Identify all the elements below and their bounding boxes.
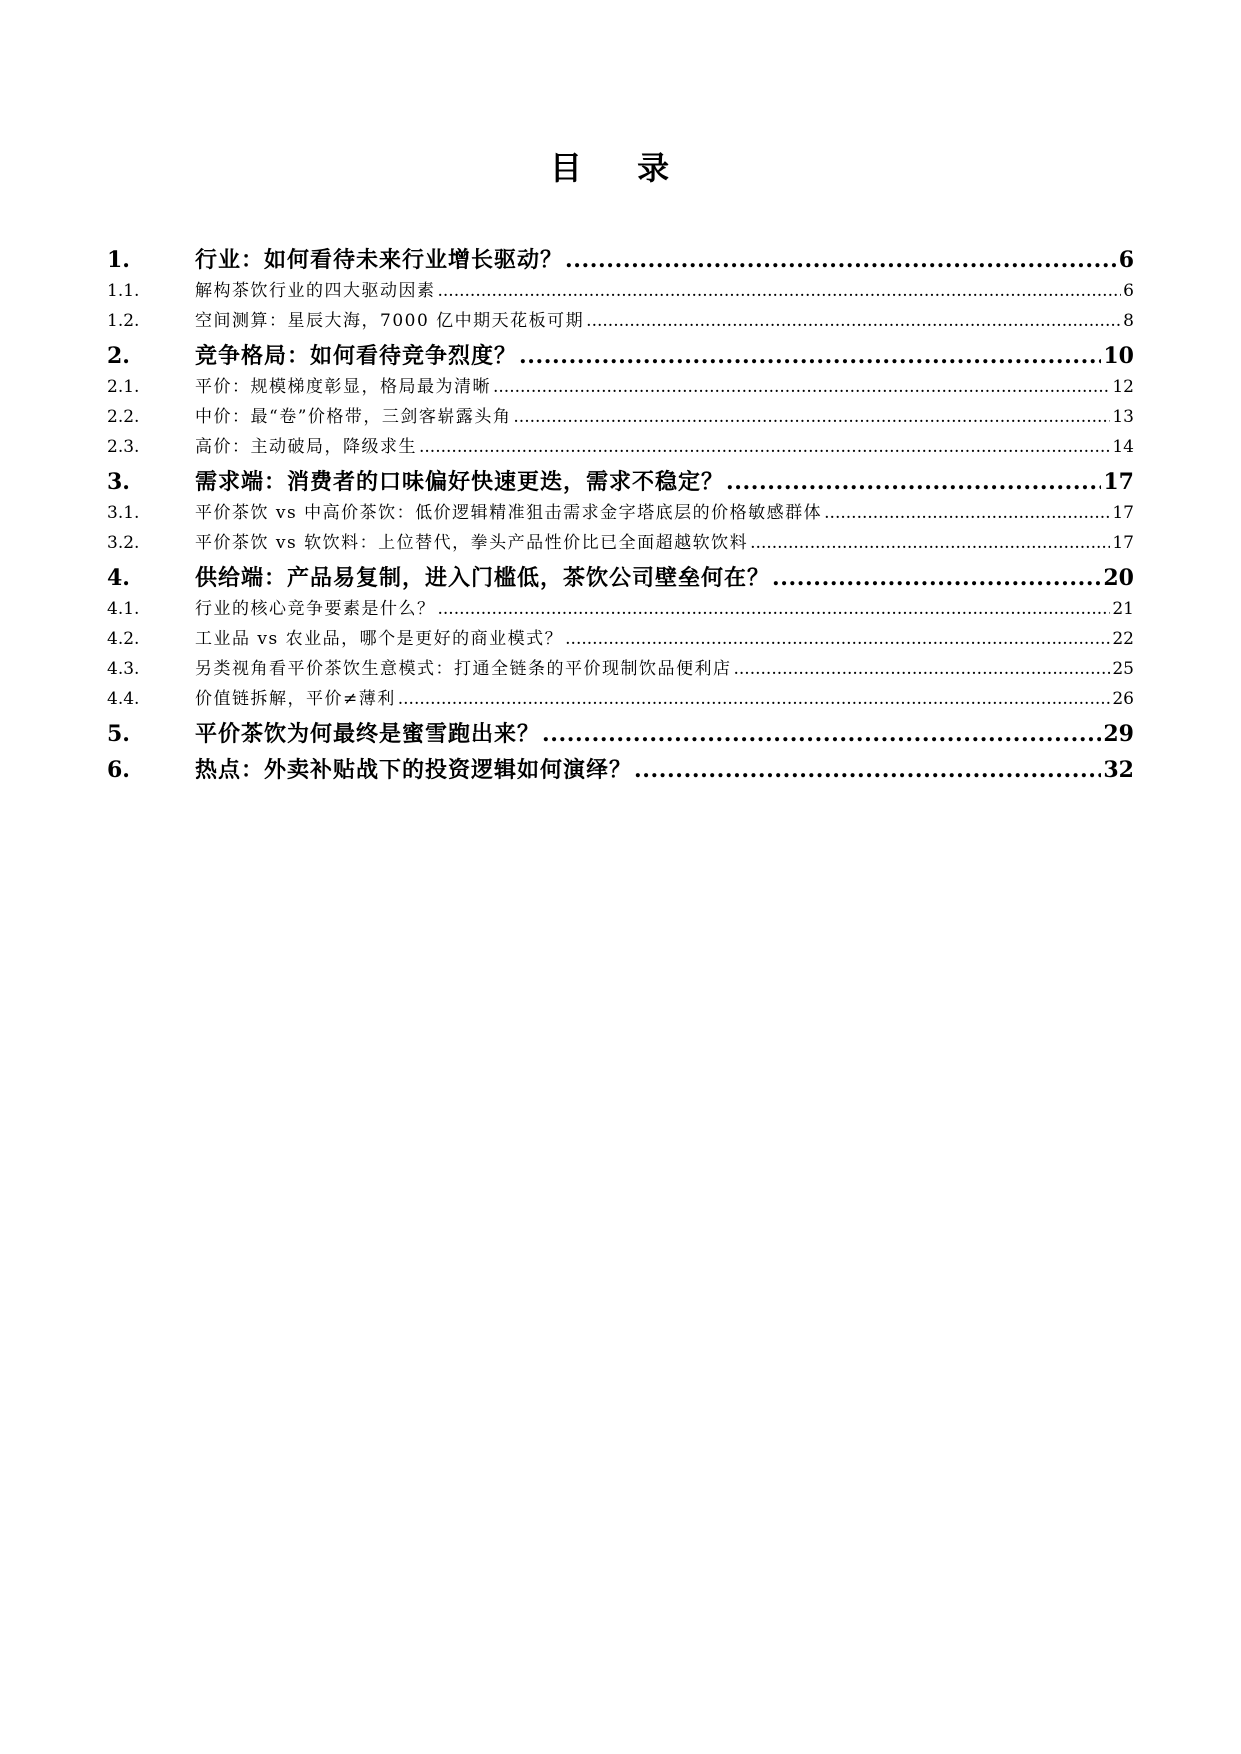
toc-entry-text: 平价茶饮为何最终是蜜雪跑出来？ (195, 721, 541, 747)
toc-entry-page: 17 (1112, 503, 1134, 523)
toc-entry-page: 10 (1103, 343, 1134, 369)
toc-leader-dots (824, 498, 1110, 528)
toc-entry-page: 22 (1112, 629, 1134, 649)
toc-entry-text: 中价：最“卷”价格带，三剑客崭露头角 (195, 407, 512, 427)
toc-leader-dots (438, 276, 1122, 306)
toc-entry-number: 1.1. (107, 281, 140, 301)
toc-entry-number: 1.2. (107, 311, 140, 331)
toc-entry-3-1[interactable] (107, 498, 1134, 528)
toc-leader-dots (542, 718, 1101, 750)
toc-entry-page: 17 (1112, 533, 1134, 553)
toc-title: 目 录 (549, 149, 692, 187)
toc-entry-text: 平价茶饮 vs 中高价茶饮：低价逻辑精准狙击需求金字塔底层的价格敏感群体 (195, 503, 823, 523)
toc-leader-dots (565, 244, 1117, 276)
toc-leader-dots (734, 654, 1111, 684)
toc-entry-page: 8 (1123, 311, 1134, 331)
toc-entry-page: 26 (1112, 689, 1134, 709)
toc-entry-1-1[interactable] (107, 276, 1134, 306)
toc-entry-1-2[interactable] (107, 306, 1134, 336)
toc-entry-text: 需求端：消费者的口味偏好快速更迭，需求不稳定？ (195, 469, 725, 495)
toc-entry-4-2[interactable] (107, 624, 1134, 654)
toc-entry-number: 3. (107, 469, 130, 495)
toc-entry-number: 4. (107, 565, 130, 591)
toc-entry-4-3[interactable] (107, 654, 1134, 684)
toc-entry-page: 20 (1103, 565, 1134, 591)
toc-entry-page: 6 (1123, 281, 1134, 301)
toc-entry-page: 32 (1103, 757, 1134, 783)
toc-entry-3-2[interactable] (107, 528, 1134, 558)
toc-entry-text: 空间测算：星辰大海，7000 亿中期天花板可期 (195, 311, 585, 331)
toc-leader-dots (398, 684, 1111, 714)
toc-leader-dots (519, 340, 1101, 372)
toc-leader-dots (634, 754, 1101, 786)
table-of-contents (107, 240, 1134, 786)
toc-entry-number: 3.2. (107, 533, 140, 553)
toc-entry-text: 热点：外卖补贴战下的投资逻辑如何演绎？ (195, 757, 633, 783)
toc-entry-page: 13 (1112, 407, 1134, 427)
toc-entry-page: 25 (1112, 659, 1134, 679)
toc-entry-4[interactable] (107, 562, 1134, 594)
toc-entry-text: 行业：如何看待未来行业增长驱动？ (195, 247, 564, 273)
toc-entry-text: 高价：主动破局，降级求生 (195, 437, 417, 457)
toc-entry-4-4[interactable] (107, 684, 1134, 714)
toc-entry-5[interactable] (107, 718, 1134, 750)
toc-entry-6[interactable] (107, 754, 1134, 786)
toc-entry-text: 平价茶饮 vs 软饮料：上位替代，拳头产品性价比已全面超越软饮料 (195, 533, 749, 553)
toc-entry-text: 行业的核心竞争要素是什么？ (195, 599, 436, 619)
toc-leader-dots (513, 402, 1110, 432)
toc-leader-dots (565, 624, 1110, 654)
toc-leader-dots (438, 594, 1111, 624)
toc-leader-dots (586, 306, 1121, 336)
toc-entry-number: 2. (107, 343, 130, 369)
toc-leader-dots (419, 432, 1110, 462)
toc-entry-number: 1. (107, 247, 130, 273)
toc-leader-dots (493, 372, 1110, 402)
toc-leader-dots (750, 528, 1110, 558)
toc-entry-number: 4.2. (107, 629, 140, 649)
toc-entry-text: 另类视角看平价茶饮生意模式：打通全链条的平价现制饮品便利店 (195, 659, 732, 679)
toc-entry-text: 价值链拆解，平价≠薄利 (195, 689, 396, 709)
toc-entry-text: 竞争格局：如何看待竞争烈度？ (195, 343, 518, 369)
toc-entry-text: 解构茶饮行业的四大驱动因素 (195, 281, 436, 301)
toc-entry-page: 17 (1103, 469, 1134, 495)
toc-entry-page: 6 (1118, 247, 1134, 273)
toc-entry-2-2[interactable] (107, 402, 1134, 432)
toc-entry-4-1[interactable] (107, 594, 1134, 624)
toc-entry-number: 5. (107, 721, 130, 747)
toc-entry-page: 14 (1112, 437, 1134, 457)
toc-entry-number: 3.1. (107, 503, 140, 523)
toc-entry-number: 2.3. (107, 437, 140, 457)
toc-entry-number: 4.3. (107, 659, 140, 679)
toc-entry-number: 6. (107, 757, 130, 783)
toc-entry-2[interactable] (107, 340, 1134, 372)
toc-entry-text: 供给端：产品易复制，进入门槛低，茶饮公司壁垒何在？ (195, 565, 771, 591)
toc-leader-dots (726, 466, 1101, 498)
toc-entry-page: 12 (1112, 377, 1134, 397)
toc-entry-page: 21 (1112, 599, 1134, 619)
toc-entry-2-3[interactable] (107, 432, 1134, 462)
toc-entry-text: 工业品 vs 农业品，哪个是更好的商业模式？ (195, 629, 564, 649)
toc-entry-page: 29 (1103, 721, 1134, 747)
toc-entry-2-1[interactable] (107, 372, 1134, 402)
toc-entry-number: 2.2. (107, 407, 140, 427)
toc-entry-3[interactable] (107, 466, 1134, 498)
toc-entry-number: 4.4. (107, 689, 140, 709)
toc-entry-text: 平价：规模梯度彰显，格局最为清晰 (195, 377, 491, 397)
toc-entry-number: 2.1. (107, 377, 140, 397)
toc-leader-dots (772, 562, 1101, 594)
toc-entry-1[interactable] (107, 244, 1134, 276)
toc-entry-number: 4.1. (107, 599, 140, 619)
